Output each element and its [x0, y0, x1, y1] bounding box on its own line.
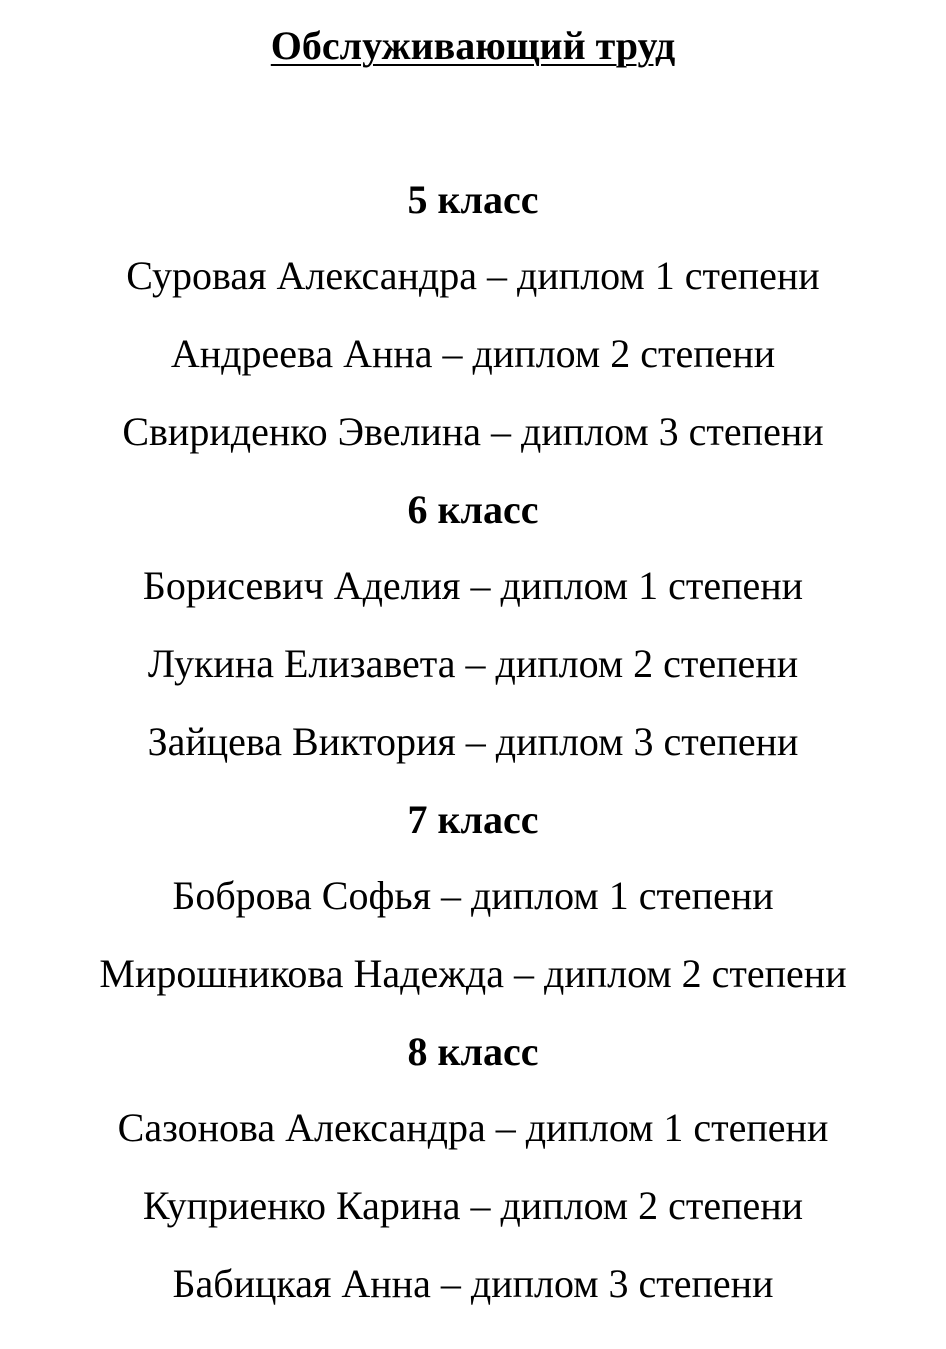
award-entry: Суровая Александра – диплом 1 степени [126, 253, 820, 298]
award-entry: Мирошникова Надежда – диплом 2 степени [99, 951, 847, 996]
section-heading-grade-8: 8 класс [407, 1029, 539, 1074]
award-entry: Свириденко Эвелина – диплом 3 степени [122, 409, 824, 454]
award-entry: Зайцева Виктория – диплом 3 степени [147, 719, 799, 764]
section-heading-grade-5: 5 класс [407, 177, 539, 222]
award-entry: Бабицкая Анна – диплом 3 степени [172, 1261, 774, 1306]
award-entry: Лукина Елизавета – диплом 2 степени [147, 641, 799, 686]
award-entry: Борисевич Аделия – диплом 1 степени [142, 563, 804, 608]
award-entry: Боброва Софья – диплом 1 степени [172, 873, 774, 918]
page-title: Обслуживающий труд [270, 23, 676, 68]
section-heading-grade-6: 6 класс [407, 487, 539, 532]
award-entry: Андреева Анна – диплом 2 степени [170, 331, 776, 376]
award-entry: Куприенко Карина – диплом 2 степени [142, 1183, 804, 1228]
award-entry: Сазонова Александра – диплом 1 степени [117, 1105, 829, 1150]
section-heading-grade-7: 7 класс [407, 797, 539, 842]
